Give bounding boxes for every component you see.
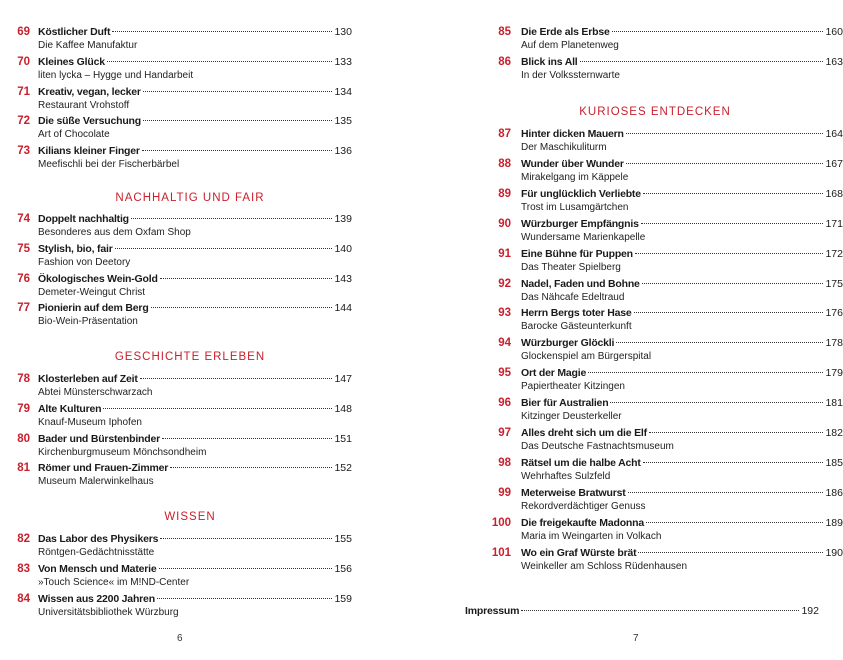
- entry-title: Pionierin auf dem Berg: [38, 302, 149, 315]
- entry-subtitle: Das Deutsche Fastnachtsmuseum: [521, 441, 674, 452]
- entry-number: 82: [17, 533, 30, 545]
- dot-leader: [160, 278, 333, 279]
- dot-leader: [143, 120, 332, 121]
- section-heading: WISSEN: [164, 511, 216, 523]
- entry-number: 90: [498, 217, 511, 230]
- toc-entry[interactable]: [465, 516, 843, 544]
- toc-entry[interactable]: [0, 212, 352, 240]
- entry-subtitle: Fashion von Deetory: [38, 256, 131, 268]
- toc-entry[interactable]: [0, 301, 352, 329]
- entry-subtitle: Weinkeller am Schloss Rüdenhausen: [521, 560, 688, 572]
- impressum-entry[interactable]: [465, 605, 819, 617]
- dot-leader: [159, 568, 333, 569]
- toc-entry[interactable]: [465, 336, 843, 364]
- entry-title-row: [521, 26, 843, 38]
- entry-page: 152: [334, 462, 352, 475]
- entry-title-row: [38, 56, 352, 68]
- entry-title-row: [521, 158, 843, 170]
- entry-title: Blick ins All: [521, 56, 578, 68]
- entry-subtitle: Das Nähcafe Edeltraud: [521, 291, 625, 303]
- dot-leader: [115, 248, 333, 249]
- entry-number: 71: [17, 85, 30, 98]
- entry-number: 74: [17, 213, 30, 225]
- dot-leader: [643, 462, 824, 463]
- dot-leader: [140, 378, 333, 379]
- entry-page: 139: [334, 213, 352, 225]
- entry-number: 101: [491, 546, 511, 559]
- dot-leader: [162, 438, 332, 439]
- entry-page: 140: [334, 242, 352, 255]
- toc-entry[interactable]: [465, 157, 843, 185]
- toc-entry[interactable]: [465, 366, 843, 394]
- entry-subtitle: Museum Malerwinkelhaus: [38, 476, 154, 488]
- toc-entry[interactable]: [0, 114, 352, 142]
- impressum-title: Impressum: [465, 605, 520, 617]
- toc-entry[interactable]: [0, 272, 352, 300]
- toc-entry[interactable]: [0, 55, 352, 83]
- entry-title-row: [38, 273, 352, 285]
- entry-subtitle: Wundersame Marienkapelle: [521, 231, 646, 243]
- dot-leader: [610, 402, 823, 403]
- entry-page: 136: [334, 145, 352, 158]
- entry-subtitle: Knauf-Museum Iphofen: [38, 416, 142, 428]
- toc-entry[interactable]: [0, 532, 352, 560]
- toc-entry[interactable]: [465, 486, 843, 514]
- entry-number: 73: [17, 145, 30, 158]
- entry-subtitle: Kitzinger Deusterkeller: [521, 411, 622, 423]
- entry-title: Eine Bühne für Puppen: [521, 247, 633, 260]
- entry-title: Wo ein Graf Würste brät: [521, 546, 637, 559]
- toc-entry[interactable]: [0, 85, 352, 113]
- entry-subtitle: Kirchenburgmuseum Mönchsondheim: [38, 446, 207, 458]
- toc-entry[interactable]: [465, 396, 843, 424]
- dot-leader: [643, 193, 824, 194]
- toc-entry[interactable]: [465, 456, 843, 484]
- dot-leader: [580, 61, 824, 62]
- toc-entry[interactable]: [465, 25, 843, 53]
- entry-title: Ökologisches Wein-Gold: [38, 272, 158, 285]
- entry-subtitle: Trost im Lusamgärtchen: [521, 201, 629, 213]
- entry-title-row: [38, 533, 352, 545]
- entry-number: 92: [498, 277, 511, 290]
- entry-title-row: [38, 433, 352, 445]
- entry-subtitle: Besonderes aus dem Oxfam Shop: [38, 227, 191, 238]
- section-heading: NACHHALTIG UND FAIR: [115, 192, 265, 204]
- entry-title: Alles dreht sich um die Elf: [521, 427, 647, 439]
- entry-title-row: [38, 145, 352, 157]
- entry-number: 85: [498, 26, 511, 38]
- entry-title-row: [38, 302, 352, 314]
- entry-subtitle: Wehrhaftes Sulzfeld: [521, 470, 611, 482]
- entry-number: 75: [17, 242, 30, 255]
- entry-page: 135: [334, 115, 352, 128]
- entry-subtitle: Das Theater Spielberg: [521, 261, 621, 273]
- entry-number: 84: [17, 593, 30, 605]
- entry-title: Klosterleben auf Zeit: [38, 373, 138, 385]
- entry-title: Römer und Frauen-Zimmer: [38, 462, 169, 475]
- entry-subtitle: Maria im Weingarten in Volkach: [521, 530, 662, 542]
- dot-leader: [649, 432, 824, 433]
- entry-number: 98: [498, 456, 511, 469]
- toc-entry[interactable]: [0, 592, 352, 620]
- entry-title: Bier für Australien: [521, 397, 609, 410]
- entry-page: 175: [825, 277, 843, 290]
- entry-title-row: [38, 243, 352, 255]
- dot-leader: [157, 598, 333, 599]
- dot-leader: [634, 312, 824, 313]
- dot-leader: [143, 91, 333, 92]
- entry-subtitle: In der Volkssternwarte: [521, 70, 620, 81]
- entry-title-row: [521, 517, 843, 529]
- entry-title-row: [521, 188, 843, 200]
- entry-subtitle: »Touch Science« im M!ND-Center: [38, 577, 190, 588]
- entry-subtitle: Restaurant Vrohstoff: [38, 99, 130, 111]
- entry-page: 133: [334, 55, 352, 68]
- entry-number: 79: [17, 402, 30, 415]
- entry-title: Rätsel um die halbe Acht: [521, 456, 641, 469]
- entry-title-row: [38, 593, 352, 605]
- toc-entry[interactable]: [0, 402, 352, 430]
- entry-title-row: [521, 397, 843, 409]
- entry-subtitle: Mirakelgang im Käppele: [521, 171, 629, 183]
- toc-entry[interactable]: [0, 144, 352, 172]
- entry-title-row: [38, 373, 352, 385]
- toc-entry[interactable]: [465, 187, 843, 215]
- dot-leader: [107, 61, 333, 62]
- dot-leader: [160, 538, 332, 539]
- entry-title: Wunder über Wunder: [521, 157, 624, 170]
- toc-entry[interactable]: [0, 242, 352, 270]
- entry-page: 134: [334, 85, 352, 98]
- dot-leader: [641, 223, 824, 224]
- entry-page: 151: [334, 432, 352, 445]
- dot-leader: [112, 31, 332, 32]
- entry-title-row: [38, 26, 352, 38]
- entry-title: Ort der Magie: [521, 367, 587, 380]
- entry-page: 147: [334, 373, 352, 385]
- entry-title: Wissen aus 2200 Jahren: [38, 593, 155, 605]
- toc-entry[interactable]: [465, 306, 843, 334]
- entry-subtitle: Der Maschikuliturm: [521, 142, 607, 153]
- entry-page: 164: [825, 128, 843, 140]
- dot-leader: [588, 372, 823, 373]
- entry-title-row: [521, 457, 843, 469]
- entry-number: 69: [17, 26, 30, 38]
- entry-title-row: [521, 427, 843, 439]
- entry-title-row: [38, 403, 352, 415]
- entry-page: 185: [825, 456, 843, 469]
- dot-leader: [628, 492, 824, 493]
- dot-leader: [612, 31, 824, 32]
- dot-leader: [103, 408, 332, 409]
- dot-leader: [638, 552, 823, 553]
- entry-title: Bader und Bürstenbinder: [38, 432, 160, 445]
- page-number: 7: [633, 633, 639, 644]
- dot-leader: [170, 467, 332, 468]
- entry-number: 81: [17, 462, 30, 475]
- entry-page: 178: [825, 337, 843, 350]
- entry-number: 76: [17, 272, 30, 285]
- entry-number: 86: [498, 56, 511, 68]
- entry-number: 83: [17, 563, 30, 575]
- entry-title: Nadel, Faden und Bohne: [521, 277, 640, 290]
- entry-title: Würzburger Glöckli: [521, 337, 615, 350]
- entry-title-row: [521, 278, 843, 290]
- entry-number: 97: [498, 427, 511, 439]
- entry-page: 160: [825, 26, 843, 38]
- entry-subtitle: Universitätsbibliothek Würzburg: [38, 607, 179, 618]
- entry-page: 167: [825, 157, 843, 170]
- entry-page: 190: [825, 546, 843, 559]
- entry-page: 163: [825, 56, 843, 68]
- right-page: [425, 0, 843, 660]
- dot-leader: [131, 218, 333, 219]
- entry-title-row: [521, 248, 843, 260]
- dot-leader: [646, 522, 823, 523]
- entry-number: 94: [498, 337, 511, 350]
- entry-page: 171: [825, 217, 843, 230]
- entry-subtitle: Röntgen-Gedächtnisstätte: [38, 547, 155, 558]
- entry-page: 179: [825, 367, 843, 380]
- entry-subtitle: Demeter-Weingut Christ: [38, 286, 146, 298]
- entry-page: 159: [334, 593, 352, 605]
- entry-number: 88: [498, 157, 511, 170]
- entry-title: Das Labor des Physikers: [38, 533, 159, 545]
- entry-page: 181: [825, 397, 843, 410]
- entry-title: Kleines Glück: [38, 55, 105, 68]
- entry-subtitle: Rekordverdächtiger Genuss: [521, 500, 646, 512]
- entry-subtitle: Meefischli bei der Fischerbärbel: [38, 159, 180, 171]
- dot-leader: [151, 307, 333, 308]
- entry-page: 186: [825, 486, 843, 499]
- entry-title-row: [38, 213, 352, 225]
- dot-leader: [616, 342, 823, 343]
- entry-page: 176: [825, 307, 843, 320]
- toc-entry[interactable]: [465, 426, 843, 454]
- entry-title: Hinter dicken Mauern: [521, 128, 624, 140]
- entry-title: Von Mensch und Materie: [38, 563, 157, 575]
- entry-title: Kilians kleiner Finger: [38, 145, 140, 158]
- entry-title-row: [38, 115, 352, 127]
- toc-entry[interactable]: [465, 247, 843, 275]
- entry-title-row: [521, 218, 843, 230]
- entry-number: 96: [498, 397, 511, 410]
- entry-number: 70: [17, 55, 30, 68]
- entry-subtitle: Art of Chocolate: [38, 129, 110, 141]
- entry-title: Für unglücklich Verliebte: [521, 187, 641, 200]
- entry-subtitle: Die Kaffee Manufaktur: [38, 40, 138, 51]
- entry-number: 77: [17, 302, 30, 315]
- entry-title: Alte Kulturen: [38, 402, 102, 415]
- section-heading: KURIOSES ENTDECKEN: [579, 106, 731, 118]
- toc-entry[interactable]: [0, 562, 352, 590]
- entry-subtitle: Papiertheater Kitzingen: [521, 381, 625, 393]
- toc-entry[interactable]: [465, 277, 843, 305]
- entry-subtitle: Auf dem Planetenweg: [521, 40, 619, 51]
- dot-leader: [521, 610, 799, 611]
- entry-page: 143: [334, 272, 352, 285]
- entry-number: 93: [498, 307, 511, 320]
- dot-leader: [626, 163, 824, 164]
- impressum-page: 192: [801, 605, 819, 617]
- entry-page: 130: [334, 26, 352, 38]
- entry-title-row: [521, 547, 843, 559]
- entry-title-row: [521, 56, 843, 68]
- toc-entry[interactable]: [0, 372, 352, 400]
- entry-title: Die süße Versuchung: [38, 115, 141, 128]
- entry-title-row: [38, 86, 352, 98]
- entry-subtitle: Bio-Wein-Präsentation: [38, 316, 138, 328]
- entry-title: Meterweise Bratwurst: [521, 486, 626, 499]
- entry-title: Stylish, bio, fair: [38, 242, 113, 255]
- entry-number: 100: [491, 516, 511, 529]
- entry-page: 156: [334, 563, 352, 575]
- entry-subtitle: Glockenspiel am Bürgerspital: [521, 351, 652, 363]
- entry-page: 148: [334, 402, 352, 415]
- toc-entry[interactable]: [465, 127, 843, 155]
- toc-entry[interactable]: [465, 546, 843, 574]
- toc-entry[interactable]: [465, 217, 843, 245]
- entry-page: 155: [334, 533, 352, 545]
- toc-entry[interactable]: [0, 461, 352, 489]
- section-heading: GESCHICHTE ERLEBEN: [114, 351, 266, 363]
- dot-leader: [142, 150, 333, 151]
- entry-title-row: [521, 367, 843, 379]
- entry-title: Die freigekaufte Madonna: [521, 516, 644, 529]
- dot-leader: [626, 133, 824, 134]
- entry-title-row: [38, 563, 352, 575]
- entry-subtitle: liten lycka – Hygge und Handarbeit: [38, 69, 194, 81]
- entry-number: 78: [17, 373, 30, 385]
- toc-entry[interactable]: [0, 25, 352, 53]
- entry-number: 95: [498, 367, 511, 380]
- entry-page: 172: [825, 247, 843, 260]
- entry-title: Kreativ, vegan, lecker: [38, 85, 141, 98]
- entry-number: 91: [498, 247, 511, 260]
- entry-title-row: [521, 337, 843, 349]
- entry-title-row: [521, 128, 843, 140]
- entry-number: 80: [17, 432, 30, 445]
- entry-number: 87: [498, 128, 511, 140]
- entry-title: Würzburger Empfängnis: [521, 217, 639, 230]
- entry-number: 89: [498, 187, 511, 200]
- entry-title-row: [521, 307, 843, 319]
- entry-subtitle: Abtei Münsterschwarzach: [38, 387, 153, 398]
- toc-entry[interactable]: [465, 55, 843, 83]
- entry-subtitle: Barocke Gästeunterkunft: [521, 321, 632, 333]
- dot-leader: [635, 253, 824, 254]
- dot-leader: [642, 283, 824, 284]
- entry-title: Doppelt nachhaltig: [38, 213, 129, 225]
- entry-number: 72: [17, 115, 30, 128]
- entry-title: Herrn Bergs toter Hase: [521, 307, 632, 320]
- entry-page: 144: [334, 302, 352, 315]
- entry-title-row: [38, 462, 352, 474]
- entry-page: 168: [825, 187, 843, 200]
- left-page: [0, 0, 400, 660]
- page-number: 6: [177, 633, 183, 644]
- toc-entry[interactable]: [0, 432, 352, 460]
- entry-title: Köstlicher Duft: [38, 26, 111, 38]
- entry-page: 182: [825, 427, 843, 439]
- entry-number: 99: [498, 486, 511, 499]
- entry-title: Die Erde als Erbse: [521, 26, 610, 38]
- entry-page: 189: [825, 516, 843, 529]
- entry-title-row: [521, 487, 843, 499]
